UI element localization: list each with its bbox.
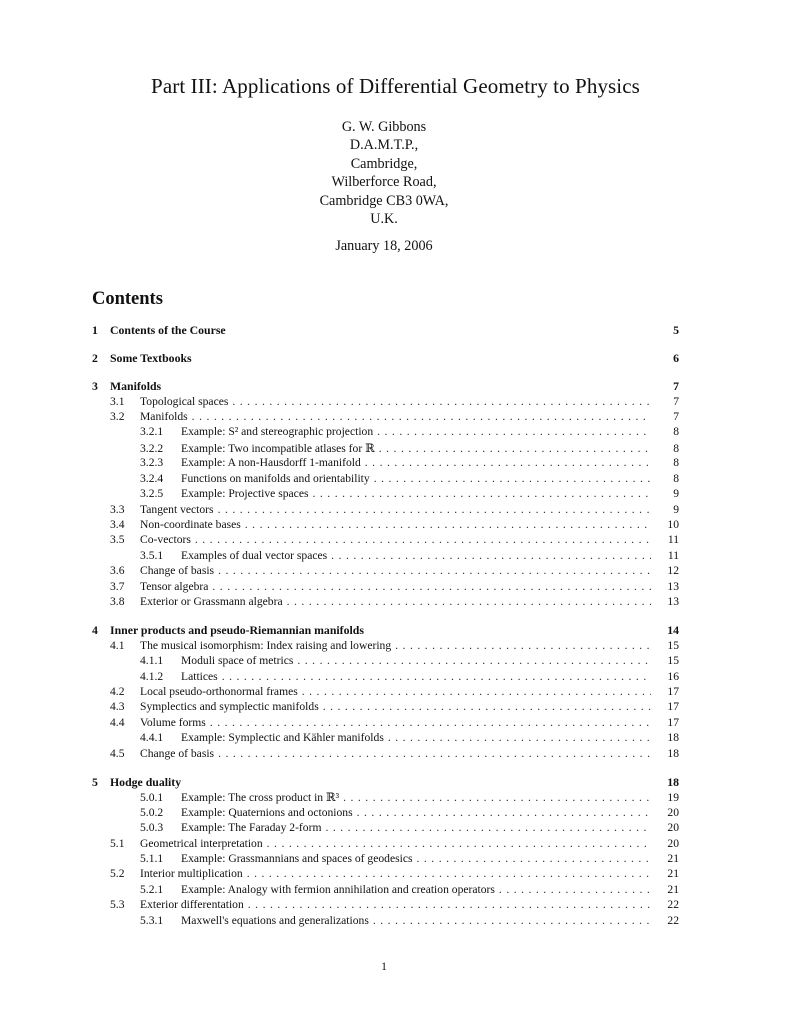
toc-entry-title: Example: Grassmannians and spaces of geodesics	[181, 851, 413, 865]
toc-entry-title: Example: A non-Hausdorff 1-manifold	[181, 456, 361, 470]
toc-entry-number: 5.0.1	[140, 791, 164, 805]
toc-dot-leader	[379, 442, 651, 455]
toc-entry-page: 17	[667, 700, 679, 714]
toc-entry[interactable]	[92, 747, 679, 762]
toc-entry-number: 5.2	[110, 867, 125, 881]
toc-entry[interactable]	[92, 685, 679, 700]
toc-entry-title: Exterior or Grassmann algebra	[140, 595, 283, 609]
toc-dot-leader	[247, 867, 651, 880]
toc-entry-page: 11	[667, 548, 679, 562]
toc-entry-number: 5.2.1	[140, 882, 164, 896]
toc-dot-leader	[222, 670, 651, 683]
toc-entry-title: Manifolds	[110, 379, 162, 394]
toc-entry-page: 7	[673, 394, 679, 408]
toc-entry-number: 3.2	[110, 409, 125, 423]
toc-entry-number: 3.3	[110, 502, 125, 516]
toc-entry-title: Maxwell's equations and generalizations	[181, 913, 369, 927]
toc-entry-number: 4	[92, 623, 98, 638]
toc-dot-leader	[302, 685, 651, 698]
toc-entry-number: 5.0.2	[140, 805, 164, 819]
toc-entry-page: 22	[667, 913, 679, 927]
toc-dot-leader	[499, 883, 651, 896]
author-address-line: Wilberforce Road,	[331, 174, 437, 191]
toc-entry-title: Moduli space of metrics	[181, 654, 294, 668]
toc-entry-page: 8	[673, 441, 679, 455]
toc-dot-leader	[287, 595, 651, 608]
toc-entry-title: Change of basis	[140, 564, 215, 578]
toc-entry-title: Tangent vectors	[140, 502, 214, 516]
toc-dot-leader	[395, 639, 651, 652]
toc-dot-leader	[388, 731, 651, 744]
toc-entry-number: 3	[92, 379, 98, 394]
toc-entry-page: 5	[673, 323, 679, 337]
toc-entry[interactable]	[92, 790, 679, 805]
toc-entry[interactable]	[92, 487, 679, 502]
toc-entry-title: Topological spaces	[140, 394, 229, 408]
paper-title: Part III: Applications of Differential Geometry to Physics	[151, 74, 640, 98]
toc-dot-leader	[377, 425, 651, 438]
toc-entry-number: 4.5	[110, 746, 125, 760]
toc-entry-number: 5.1.1	[140, 851, 164, 865]
toc-entry-title: Some Textbooks	[110, 351, 192, 366]
toc-entry-page: 14	[667, 623, 679, 638]
toc-entry-number: 3.2.5	[140, 487, 164, 501]
toc-entry[interactable]	[92, 806, 679, 821]
toc-entry-title: Symplectics and symplectic manifolds	[140, 700, 319, 714]
toc-entry[interactable]	[92, 456, 679, 471]
toc-entry-title: Lattices	[181, 669, 218, 683]
toc-entry[interactable]	[92, 441, 679, 456]
toc-entry-page: 18	[667, 774, 679, 789]
toc-entry[interactable]	[92, 533, 679, 548]
toc-entry-title: Co-vectors	[140, 533, 191, 547]
toc-entry-title: Functions on manifolds and orientability	[181, 471, 370, 485]
toc-entry-number: 4.2	[110, 684, 125, 698]
toc-entry-page: 12	[667, 564, 679, 578]
toc-entry-title: Example: Analogy with fermion annihilation and creation operators	[181, 882, 495, 896]
toc-dot-leader	[374, 472, 651, 485]
author-address-line: D.A.M.T.P.,	[349, 137, 419, 154]
toc-entry[interactable]	[92, 595, 679, 610]
toc-entry-page: 15	[667, 654, 679, 668]
toc-entry-number: 3.2.1	[140, 425, 164, 439]
toc-dot-leader	[212, 580, 651, 593]
toc-entry-number: 1	[92, 323, 98, 337]
toc-entry-title: Example: Symplectic and Kähler manifolds	[181, 731, 384, 745]
toc-entry-number: 3.2.3	[140, 456, 164, 470]
toc-entry-title: Example: Projective spaces	[181, 487, 309, 501]
toc-entry-page: 20	[667, 805, 679, 819]
toc-entry[interactable]	[92, 867, 679, 882]
toc-dot-leader	[373, 914, 651, 927]
toc-entry-page: 10	[667, 518, 679, 531]
toc-dot-leader	[343, 791, 651, 804]
toc-dot-leader	[232, 395, 651, 408]
author-address-line: Cambridge CB3 0WA,	[319, 192, 449, 209]
toc-entry-number: 3.7	[110, 579, 125, 593]
toc-entry-title: Non-coordinate bases	[140, 518, 241, 531]
toc-entry-number: 3.5.1	[140, 548, 164, 562]
author-block	[0, 118, 768, 228]
toc-entry-page: 18	[667, 731, 679, 745]
toc-dot-leader	[210, 716, 651, 729]
toc-entry-number: 4.1.1	[140, 654, 164, 668]
toc-entry-number: 3.1	[110, 394, 125, 408]
toc-entry-page: 21	[667, 882, 679, 896]
toc-entry[interactable]	[92, 410, 679, 425]
toc-dot-leader	[297, 654, 651, 667]
toc-entry-title: Example: S² and stereographic projection	[181, 425, 374, 439]
toc-entry[interactable]	[92, 821, 679, 836]
toc-entry[interactable]	[92, 775, 679, 790]
toc-entry[interactable]	[92, 654, 679, 669]
toc-entry-title: Exterior differentation	[140, 898, 244, 912]
toc-entry-page: 21	[667, 867, 679, 881]
toc-entry-title: Contents of the Course	[110, 323, 226, 337]
toc-dot-leader	[365, 456, 651, 469]
toc-entry-page: 20	[667, 821, 679, 835]
toc-dot-leader	[248, 898, 651, 911]
toc-entry[interactable]	[92, 837, 679, 852]
toc-entry[interactable]	[92, 639, 679, 654]
toc-entry-page: 15	[667, 638, 679, 652]
toc-entry-title: Geometrical interpretation	[140, 836, 263, 850]
toc-entry-number: 5.3.1	[140, 913, 164, 927]
toc-entry-page: 9	[673, 502, 679, 516]
toc-entry-page: 8	[673, 425, 679, 439]
toc-entry[interactable]	[92, 914, 679, 929]
toc-entry[interactable]	[92, 549, 679, 564]
toc-entry-title: Example: The Faraday 2-form	[181, 821, 322, 835]
toc-dot-leader	[245, 518, 651, 531]
toc-entry-title: Inner products and pseudo-Riemannian manifolds	[110, 623, 364, 638]
toc-entry-title: Hodge duality	[110, 774, 182, 789]
toc-entry-page: 20	[667, 836, 679, 850]
toc-entry-title: Example: Two incompatible atlases for ℝ	[181, 441, 375, 455]
toc-entry-page: 6	[673, 351, 679, 366]
toc-entry-title: Interior multiplication	[140, 867, 243, 881]
toc-entry-number: 5.3	[110, 898, 125, 912]
toc-entry-page: 11	[667, 533, 679, 547]
toc-entry[interactable]	[92, 472, 679, 487]
toc-dot-leader	[325, 821, 651, 834]
toc-dot-leader	[357, 806, 651, 819]
toc-entry-page: 18	[667, 746, 679, 760]
toc-dot-leader	[323, 700, 651, 713]
toc-entry[interactable]	[92, 700, 679, 715]
toc-entry-title: Examples of dual vector spaces	[181, 548, 328, 562]
toc-entry[interactable]	[92, 379, 679, 394]
toc-entry[interactable]	[92, 670, 679, 685]
author-address-line: Cambridge,	[350, 155, 418, 172]
toc-entry[interactable]	[92, 623, 679, 638]
author-address-line: U.K.	[370, 211, 398, 228]
toc-entry[interactable]	[92, 883, 679, 898]
toc-entry[interactable]	[92, 564, 679, 579]
toc-entry-page: 22	[667, 898, 679, 912]
toc-entry-number: 5.1	[110, 836, 125, 850]
toc-entry-number: 5	[92, 774, 98, 789]
toc-entry-number: 3.2.2	[140, 441, 164, 455]
toc-entry[interactable]	[92, 518, 679, 533]
toc-entry[interactable]	[92, 323, 679, 338]
toc-entry-page: 9	[673, 487, 679, 501]
toc-entry[interactable]	[92, 503, 679, 518]
toc-dot-leader	[218, 747, 651, 760]
toc-entry-number: 4.4.1	[140, 731, 164, 745]
toc-entry-number: 4.4	[110, 715, 125, 729]
toc-entry-title: The musical isomorphism: Index raising and lowering	[140, 638, 392, 652]
toc-entry-page: 17	[667, 684, 679, 698]
toc-entry-number: 2	[92, 351, 98, 366]
toc-dot-leader	[195, 533, 651, 546]
toc-entry[interactable]	[92, 731, 679, 746]
toc-dot-leader	[417, 852, 652, 865]
toc-entry[interactable]	[92, 580, 679, 595]
toc-entry-number: 3.6	[110, 564, 125, 578]
toc-entry-page: 17	[667, 715, 679, 729]
toc-entry[interactable]	[92, 852, 679, 867]
contents-heading: Contents	[92, 289, 163, 309]
toc-entry-number: 3.5	[110, 533, 125, 547]
toc-entry-number: 4.3	[110, 700, 125, 714]
toc-entry-page: 7	[673, 379, 679, 394]
toc-entry-title: Change of basis	[140, 746, 215, 760]
paper-date: January 18, 2006	[335, 238, 433, 254]
toc-entry-page: 7	[673, 409, 679, 423]
toc-entry-number: 4.1	[110, 638, 125, 652]
toc-entry-page: 16	[667, 669, 679, 683]
toc-entry-number: 3.4	[110, 518, 125, 531]
toc-entry-title: Local pseudo-orthonormal frames	[140, 684, 298, 698]
toc-entry-page: 21	[667, 851, 679, 865]
toc-entry-title: Volume forms	[140, 715, 206, 729]
toc-entry-title: Example: Quaternions and octonions	[181, 805, 353, 819]
author-name: G. W. Gibbons	[341, 119, 427, 135]
toc-dot-leader	[192, 410, 651, 423]
toc-entry-number: 4.1.2	[140, 669, 164, 683]
toc-entry-page: 8	[673, 471, 679, 485]
toc-dot-leader	[313, 487, 652, 500]
toc-entry[interactable]	[92, 395, 679, 410]
toc-dot-leader	[218, 564, 651, 577]
toc-entry[interactable]	[92, 716, 679, 731]
toc-entry-title: Example: The cross product in ℝ³	[181, 791, 340, 805]
toc-dot-leader	[218, 503, 651, 516]
toc-entry-title: Manifolds	[140, 409, 188, 423]
toc-entry-page: 8	[673, 456, 679, 470]
toc-entry-page: 19	[667, 791, 679, 805]
toc-dot-leader	[267, 837, 651, 850]
toc-entry-number: 3.2.4	[140, 471, 164, 485]
toc-entry[interactable]	[92, 425, 679, 440]
table-of-contents	[92, 323, 679, 929]
toc-dot-leader	[331, 549, 651, 562]
toc-entry[interactable]	[92, 351, 679, 366]
toc-entry-title: Tensor algebra	[140, 579, 209, 593]
toc-entry[interactable]	[92, 898, 679, 913]
toc-entry-page: 13	[667, 595, 679, 609]
toc-entry-number: 3.8	[110, 595, 125, 609]
page-number: 1	[381, 960, 387, 973]
toc-entry-number: 5.0.3	[140, 821, 164, 835]
toc-entry-page: 13	[667, 579, 679, 593]
